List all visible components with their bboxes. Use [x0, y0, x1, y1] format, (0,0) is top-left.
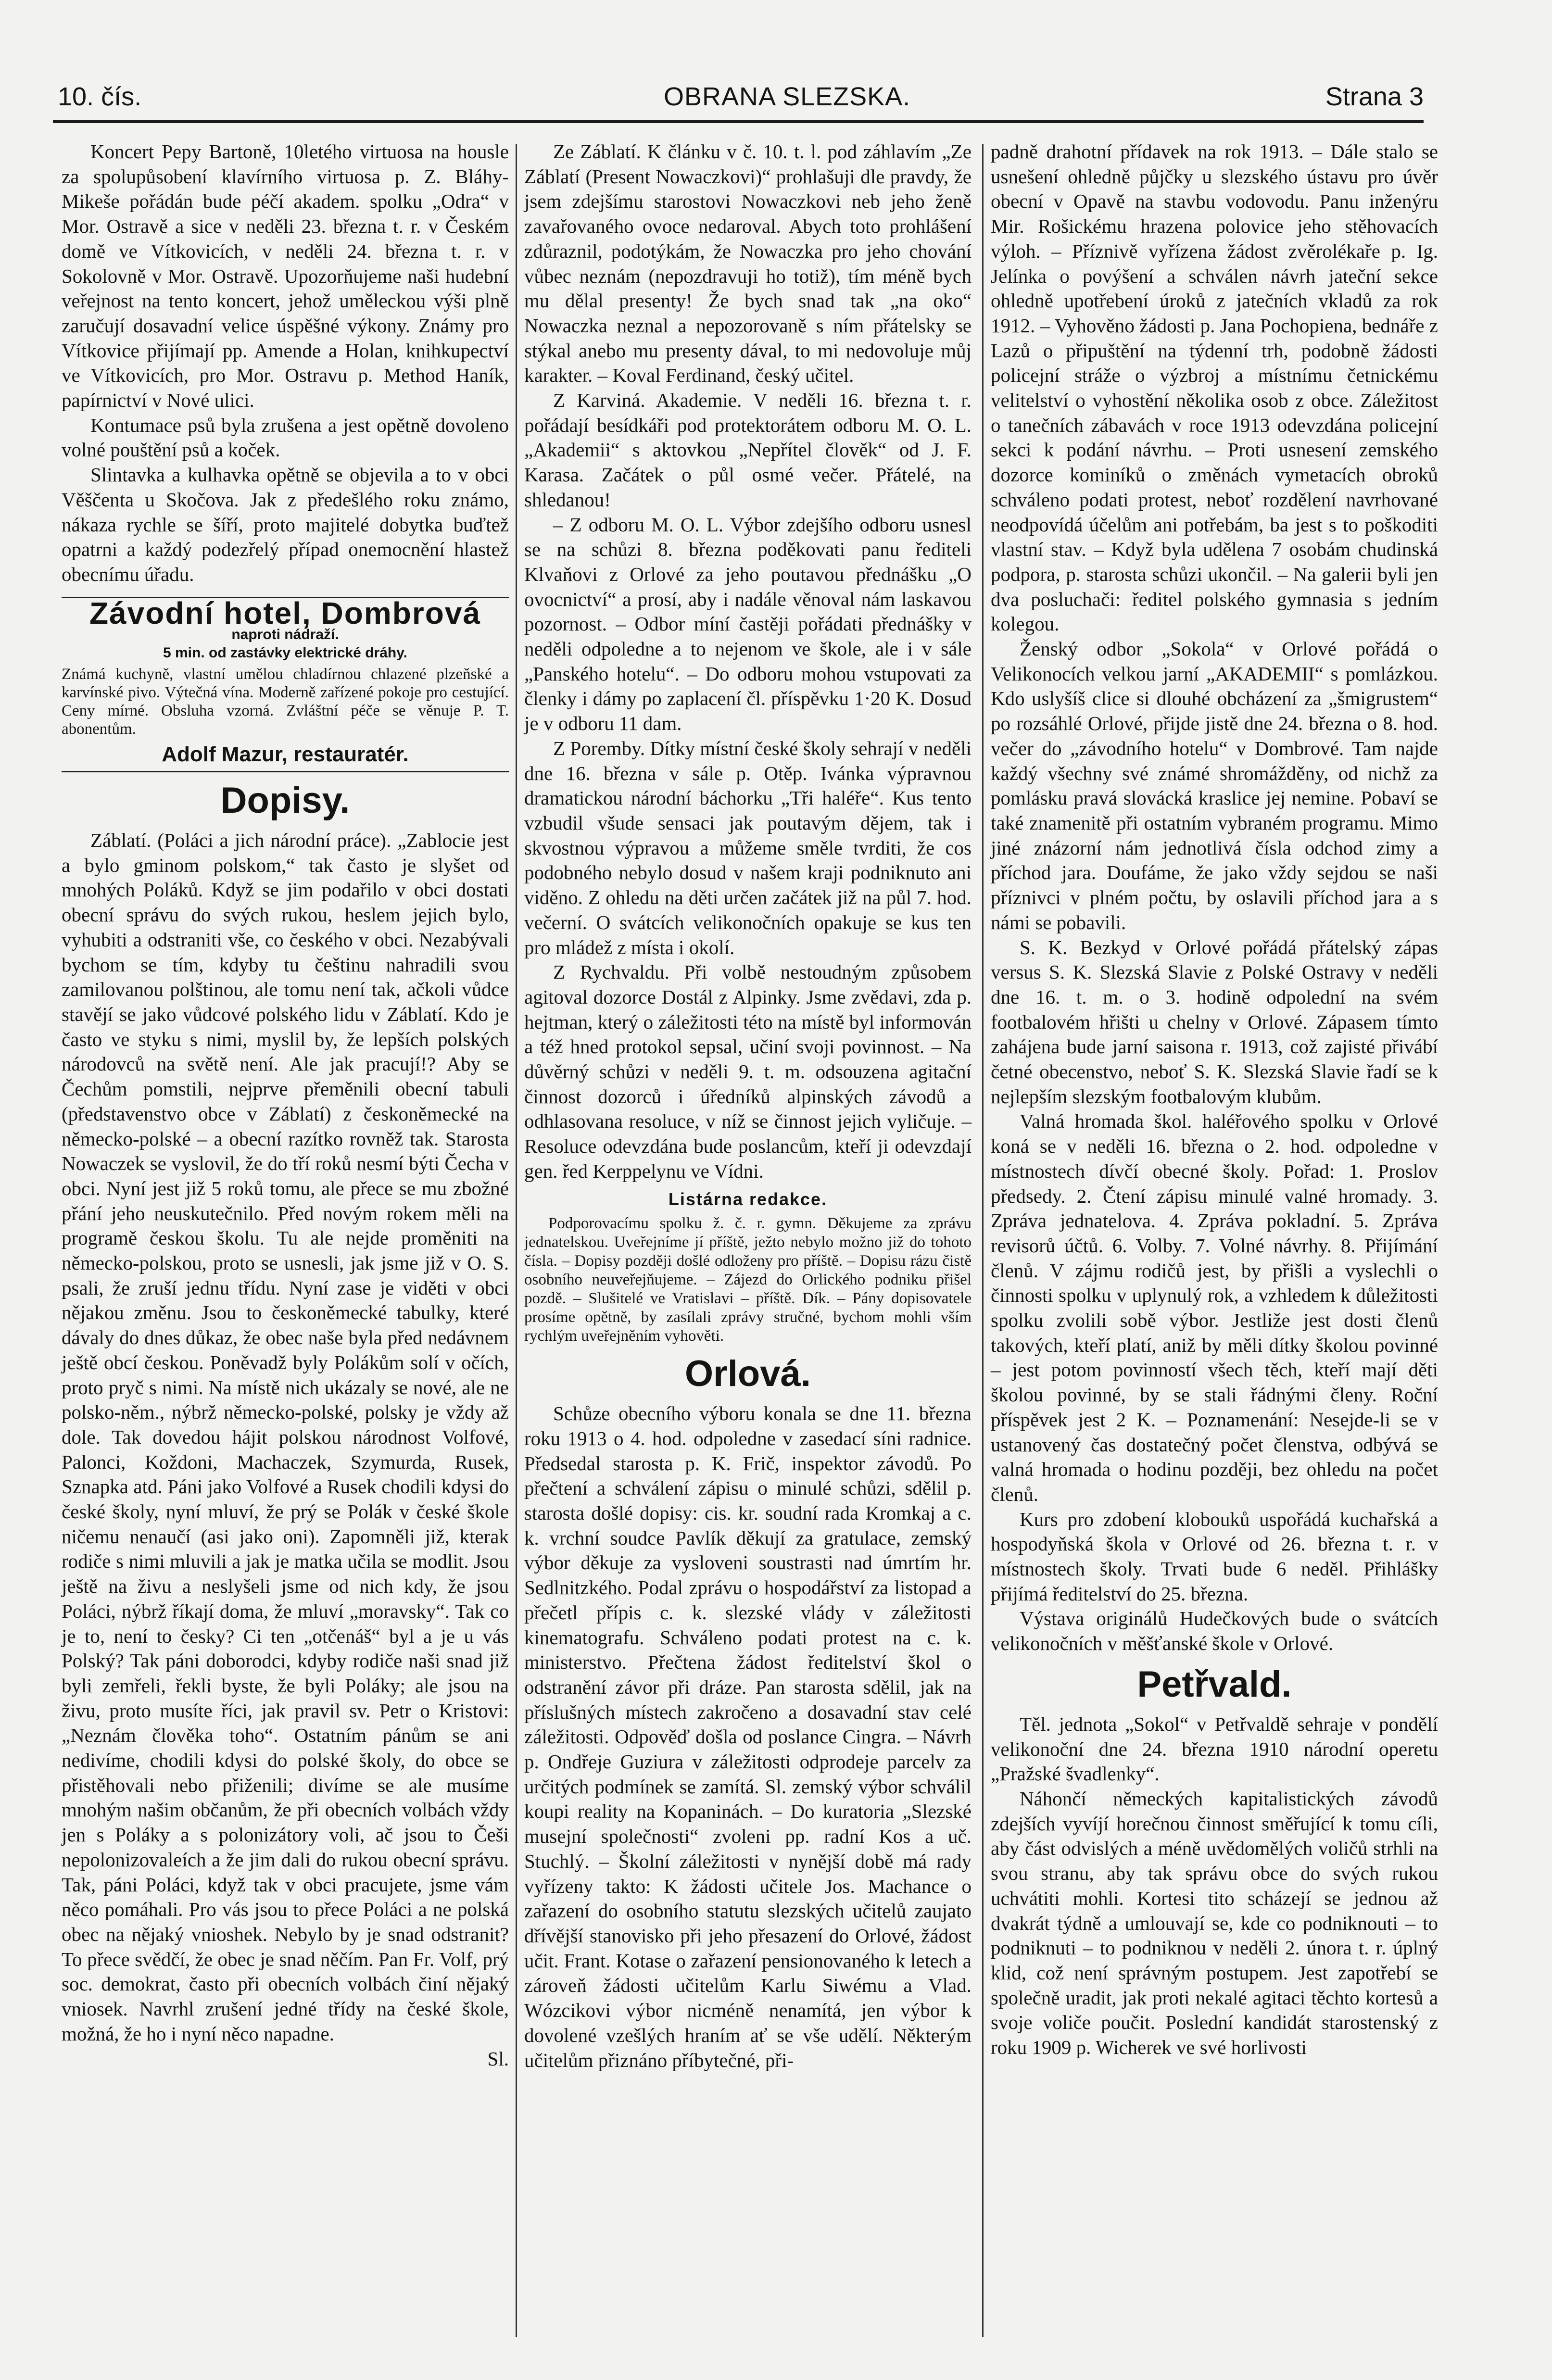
football-notice: S. K. Bezkyd v Orlové pořádá přátelský zápas versus S. K. Slezská Slavie z Polské Ostravy v neděli dne 16. t. m. o 3. hodině odpolední na svém footbalovém hřišti u chelny v Orlové. Zápasem tímto zahájena bude jarní saisona r. 1913, což zajisté přivábí četné obecenstvo, neboť S. K. Slezská Slavie řadí se k nejlepším slezským footbalovým klubům.	[991, 936, 1438, 1108]
zablati-statement: Ze Záblatí. K článku v č. 10. t. l. pod záhlavím „Ze Záblatí (Present Nowaczkovi)“ prohlašuji dle pravdy, že jsem zdejšímu starostovi Nowaczkovi neb jeho ženě zavařovaného ovoce nedaroval. Abych toto prohlášení zdůraznil, podotýkám, že Nowaczka pro jeho chování vůbec neznám (nepozdravuji ho totiž), tím méně bych mu dělal presenty! Že bych snad tak „na oko“ Nowaczka neznal a nepozorovaně s ním přátelsky se stýkal anebo mu presenty dával, to mi nedovoluje můj karakter. – Koval Ferdinand, český učitel.	[524, 140, 972, 387]
zablati-article: Záblatí. (Poláci a jich národní práce). „Zablocie jest a bylo gminom polskom,“ tak často je slyšet od mnohých Poláků. Když se jim podařilo v obci dostati obecní správu do svých rukou, heslem jejich bylo, vyhubiti a odstraniti vše, co českého v obci. Nezabývali bychom se tím, kdyby tu češtinu nahradili svou zamilovanou polštinou, ale tomu není tak, ačkoli vůdce stavějí se jako vůdcové polského lidu v Záblatí. Kdo je často ve styku s nimi, myslil by, že lepších polských národovců na světě není. Ale jak pracují!? Aby se Čechům pomstili, nejprve přeměnili obecní tabuli (představenstvo obce v Záblatí) z českoněmecké na německo-polské – a obecní razítko rovněž tak. Starosta Nowaczek se vyslovil, že do tří roků nesmí býti Čecha v obci. Nyní jest již 5 roků tomu, ale přece se mu zbožné přání jeho neuskutečnilo. Před novým rokem měli na programě českou školu. Tu ale nejde proměniti na německo-polskou, proto se usnesli, jak jsme již v O. S. psali, že zruší jednu třídu. Nyní zase je viděti v obci nějakou změnu. Jsou to českoněmecké tabulky, které dávaly do dnes důkaz, že obec naše byla před nedávnem ještě obcí českou. Poněvadž byly Polákům solí v očích, proto pryč s nimi. Na místě nich ukázaly se nové, ale ne polsko-něm., nýbrž německo-polské, polsky je vždy až dole. Tak dovedou hájit polskou národnost Volfové, Palonci, Koždoni, Machaczek, Szymurda, Rusek, Sznapka atd. Páni jako Volfové a Rusek chodili kdysi do české školy, nyní mluví, že prý se Polák v české škole ničemu nenaučí (asi jako oni). Zapomněli již, kterak rodiče s nimi mluvili a jak je matka učila se modlit. Jsou ještě na živu a neslyšeli jsme od nich kdy, že jsou Poláci, nýbrž říkají doma, že mluví „moravsky“. Tak co je to, není to česky? Ci ten „otčenáš“ byl a je u vás Polský? Tak páni doborodci, kdyby rodiče naši snad již byli zemřeli, řekli byste, že byli Poláky; ale jsou na živu, proto musíte říci, jak pravil sv. Petr o Kristovi: „Neznám člověka toho“. Ostatním pánům se ani nedivíme, chodili kdysi do polské školy, do obce se přistěhovali nebo přiženili; divíme se ale musíme mnohým našim občanům, že při obecních volbách vždy jen s Poláky a s polonizátory voli, ač jsou to Češi nepolonizovaleích a že jim dali do rukou obecní správu. Tak, páni Poláci, když tak v obci pracujete, jsme vám něco pomáhali. Pro vás jsou to přece Poláci a ne polská obec na nějaký vnioshek. Nebylo by je snad odstranit? To přece svědčí, že obec je snad něčím. Pan Fr. Volf, prý soc. demokrat, často při obecních volbách činí nějaký vniosek. Navrhl zrušení jedné třídy na české škole, možná, že ho i nyní něco napadne.	[62, 829, 509, 2045]
sokol-women-notice: Ženský odbor „Sokola“ v Orlové pořádá o Velikonocích velkou jarní „AKADEMII“ s pomlázkou. Kdo uslyšíš clice si dlouhé obcházení za „šmigrustem“ po rozsáhlé Orlové, přijde jistě dne 24. března o 8. hod. večer do „závodního hotelu“ v Dombrové. Tam najde každý všechny své známé shromážděny, od nichž za pomlásku pravá slovácká kraslice jej nemine. Pobaví se také znamenitě při ostatním vybraném programu. Mimo jiné znázorní nám jednotlivá čísla odchod zimy a příchod jara. Doufáme, že jako vždy sejdou se naši příznivci v plném počtu, by oslavili příchod jara a s námi se pobavili.	[991, 638, 1438, 933]
council-meeting-continued: padně drahotní přídavek na rok 1913. – Dále stalo se usnešení ohledně půjčky u slezského ústavu pro úvěr obecní v Opavě na stavbu vodovodu. Panu inženýru Mir. Rošickému hrazena polovice jeho stěhovacích výloh. – Příznivě vyřízena žádost zvěrolékaře p. Ig. Jelínka o povýšení a schválen návrh jateční sekce ohledně upotřebení úroků z jatečních vkladů za rok 1912. – Vyhověno žádosti p. Jana Pochopiena, bednáře z Lazů o připuštění na týdenní trh, podobně žádosti policejní stráže o výzbroj a místnímu četnickému velitelství o vyhostění několika osob z obce. Záležitost o tanečních zábavách v roce 1913 odevzdána policejní sekci k podání návrhu. – Proti usnesení zemského dozorce kominíků o změnách vymetacích obroků schváleno podati protest, neboť rozdělení navrhované neodpovídá účelům ani potřebám, ba jest s to poškoditi vlastní stav. – Když byla udělena 7 osobám chudinská podpora, p. starosta schůzi ukončil. – Na galerii byli jen dva posluchači: ředitel polského gymnasia s jedním kolegou.	[991, 140, 1438, 635]
general-meeting-notice: Valná hromada škol. haléřového spolku v Orlové koná se v neděli 16. března o 2. hod. odpoledne v místnostech dívčí obecné školy. Pořad: 1. Proslov předsedy. 2. Čtení zápisu minulé valné hromady. 3. Zpráva jednatelova. 4. Zpráva pokladní. 5. Zpráva revisorů účtů. 6. Volby. 7. Volné návrhy. 8. Přijímání členů. V zájmu rodičů jest, by přišli a vyslechli o činnosti spolku v uplynulý rok, a vzhledem k důležitosti spolku zvolili sobě výbor. Jestliže jest dosti členů takových, kteří platí, aniž by měli dítky školou povinné – jest potom povinností všech těch, kteří mají děti školou povinné, by se stali řádnými členy. Roční příspěvek jest 2 K. – Poznamenání: Nesejde-li se v ustanovený čas dostatečný počet členstva, odbývá se valná hromada o hodinu později, bez ohledu na počet členů.	[991, 1110, 1438, 1505]
hotel-description: Známá kuchyně, vlastní umělou chladírnou chlazené plzeňské a karvínské pivo. Výtečná vína. Moderně zařízené pokoje pro cestující. Ceny mírné. Obsluha vzorná. Zvláštní péče se věnuje P. T. abonentům.	[62, 666, 509, 738]
column-1	[62, 139, 509, 2071]
hat-course-notice: Kurs pro zdobení klobouků uspořádá kuchařská a hospodyňská škola v Orlové od 26. března t. r. v místnostech školy. Trvati bude 6 neděl. Přihlášky přijímá ředitelství do 25. března.	[991, 1508, 1438, 1605]
mol-notice: – Z odboru M. O. L. Výbor zdejšího odboru usnesl se na schůzi 8. března poděkovati panu řediteli Klvaňovi z Orlové za jeho poutavou přednášku „O ovocnictví“ a prosí, aby i nadále věnoval nám laskavou pozornost. – Odbor míní častěji pořádati přednášky v neděli odpoledne a to nejenom ve škole, ale i v sále „Panského hotelu“. – Do odboru mohou vstupovati za členky i dámy po zaplacení čl. příspěvku 1·20 K. Dosud je v odboru 11 dam.	[524, 513, 972, 735]
section-heading-petrvald: Petřvald.	[1137, 1663, 1292, 1705]
page-number: Strana 3	[1325, 82, 1424, 111]
sokol-petrvald-notice: Těl. jednota „Sokol“ v Petřvaldě sehraje v pondělí velikonoční dne 24. března 1910 národní operetu „Pražské švadlenky“.	[991, 1713, 1438, 1785]
editorial-mail-text: Podporovacímu spolku ž. č. r. gymn. Děkujeme za zprávu jednatelskou. Uveřejníme jí příště, ježto nebylo možno již do tohoto čísla. – Dopisy později došlé odloženy pro příště. – Dopisu rázu čistě osobního neuveřejňujeme. – Zájezd do Orlického podniku přišel pozdě. – Slušitelé ve Vratislavi – příště. Dík. – Pány dopisovatele prosíme opětně, by zasílali zprávy stručné, bychom mohli vším rychlým uveřejněním vyhověti.	[524, 1215, 972, 1345]
column-divider	[516, 144, 517, 2337]
section-heading-orlova: Orlová.	[685, 1353, 811, 1395]
section-heading-dopisy: Dopisy.	[220, 780, 350, 821]
column-2	[524, 139, 972, 2073]
disease-notice: Slintavka a kulhavka opětně se objevila a to v obci Věščenta u Skočova. Jak z předešlého roku známo, nákaza rychle se šíří, proto majitelé dobytka buďtež opatrni a každý podezřelý případ onemocnění hlastež obecnímu úřadu.	[62, 464, 509, 585]
column-3	[991, 139, 1438, 2060]
poremba-notice: Z Poremby. Dítky místní české školy sehrají v neděli dne 16. března v sále p. Otěp. Ivánka výpravnou dramatickou národní báchorku „Tři haléře“. Kus tento vzbudil všude sensaci jak poutavým dějem, tak i skvostnou výpravou a můžeme směle tvrditi, že cos podobného nebylo dosud v našem kraji podniknuto ani viděno. Z ohledu na děti určen začátek již na půl 7. hod. večerní. O svátcích velikonočních opakuje se kus ten pro mládež z místa i okolí.	[524, 737, 972, 958]
rychvald-notice: Z Rychvaldu. Při volbě nestoudným způsobem agitoval dozorce Dostál z Alpinky. Jsme zvědavi, zda p. hejtman, který o záležitosti této na místě byl informován a též hned protokol sepsal, učiní svoji povinnost. – Na důvěrný schůzi v neděli 9. t. m. odsouzena agitační činnost dozorců i úředníků alpinských závodů a odhlasovana resoluce, v níž se činnost jejich vyličuje. – Resoluce odevzdána bude poslancům, kteří ji odevzdají gen. řed Kerppelynu ve Vídni.	[524, 961, 972, 1182]
dog-notice: Kontumace psů byla zrušena a jest opětně dovoleno volné pouštění psů a koček.	[62, 414, 509, 461]
page-header	[58, 82, 1424, 125]
hotel-location: naproti nádraží.	[231, 627, 339, 643]
exhibition-notice: Výstava originálů Hudečkových bude o svátcích velikonočních v měšťanské škole v Orlové.	[991, 1607, 1438, 1655]
hotel-title: Závodní hotel, Dombrová	[62, 597, 509, 626]
issue-number: 10. čís.	[58, 82, 142, 111]
hotel-advertisement	[62, 597, 509, 772]
newspaper-title: OBRANA SLEZSKA.	[664, 82, 911, 111]
concert-notice: Koncert Pepy Bartoně, 10letého virtuosa na housle za spolupůsobení klavírního virtuosa p. Z. Bláhy-Mikeše pořádán bude péčí akadem. spolku „Odra“ v Mor. Ostravě a sice v neděli 23. března t. r. v Českém domě ve Vítkovicích, v neděli 24. března t. r. v Sokolovně v Mor. Ostravě. Upozorňujeme naši hudební veřejnost na tento koncert, jehož uměleckou výši plně zaručují dosavadní velice úspěšné výkony. Známy pro Vítkovice přijímají pp. Amende a Holan, knihkupectví ve Vítkovicích, pro Mor. Ostravu p. Method Haník, papírnictví v Nové ulici.	[62, 140, 509, 412]
column-divider	[982, 144, 984, 2337]
agitation-article: Náhončí německých kapitalistických závodů zdejších vyvíjí horečnou činnost směřující k tomu cíli, aby část odvislých a méně uvědomělých voličů strhli na svou stranu, aby tak správu obce do svých rukou uchvátiti mohli. Kortesi tito scházejí se jednou až dvakrát týdně a umlouvají se, kde co podniknouti – to podniknuti – to podniknou v neděli 2. února t. r. úplný klid, což není správným postupem. Jest zapotřebí se společně uradit, jak proti nekalé agitaci těchto kortesů a svoje voliče poučit. Poslední kandidát starostenský z roku 1909 p. Wicherek ve své horlivosti	[991, 1788, 1438, 2059]
hotel-tram-stop: 5 min. od zastávky elektrické dráhy.	[163, 645, 408, 661]
council-meeting-report: Schůze obecního výboru konala se dne 11. března roku 1913 o 4. hod. odpoledne v zasedací síni radnice. Předsedal starosta p. K. Frič, inspektor závodů. Po přečtení a schválení zápisu o minulé schůzi, sdělil p. starosta došlé dopisy: cis. kr. soudní rada Kromkaj a c. k. vrchní soudce Pavlík děkují za gratulace, zemský výbor děkuje za vysloveni soustrasti nad úmrtím hr. Sedlnitzkého. Podal zprávu o hospodářství za listopad a přečetl přípis c. k. slezské vlády v záležitosti kinematografu. Schváleno podati protest na c. k. ministerstvo. Přečtena žádost ředitelství škol o odstranění závor při dráze. Pan starosta sdělil, jak na příslušných místech zakročeno a dosavadní stav celé záležitosti. Odpověď došla od poslance Cingra. – Návrh p. Ondřeje Guziura v záležitosti odprodeje parcelv za určitých podmínek se zamítá. Sl. zemský výbor schválil koupi reality na Kopaninách. – Do kuratoria „Slezské musejní společnosti“ zvoleni pp. radní Kos a uč. Stuchlý. – Školní záležitosti v nynější době má rady vyřízeny takto: K žádosti učitele Jos. Machance o zařazení do osobního statutu slezských učitelů zaujato dřívější stanovisko při jeho přesazení do Orlové, žádost učit. Frant. Kotase o zařazení pensionovaného k letech a zároveň žádosti učitelům Karlu Siwému a Vlad. Wózcikovi výbor nicméně nenamítá, jen výbor k dovolené vzešlých hraním ať se vše udělí. Některým učitelům přiznáno příbytečné, při-	[524, 1402, 972, 2071]
editorial-mail-heading: Listárna redakce.	[668, 1189, 828, 1209]
header-rule	[53, 120, 1424, 123]
karvina-notice: Z Karviná. Akademie. V neděli 16. března t. r. pořádají besídkáři pod protektorátem odboru M. O. L. „Akademii“ s aktovkou „Nepřítel člověk“ od J. F. Karasa. Začátek o půl osmé večer. Přátelé, na shledanou!	[524, 389, 972, 511]
article-signature: Sl.	[487, 2047, 509, 2070]
hotel-owner: Adolf Mazur, restauratér.	[62, 742, 509, 772]
